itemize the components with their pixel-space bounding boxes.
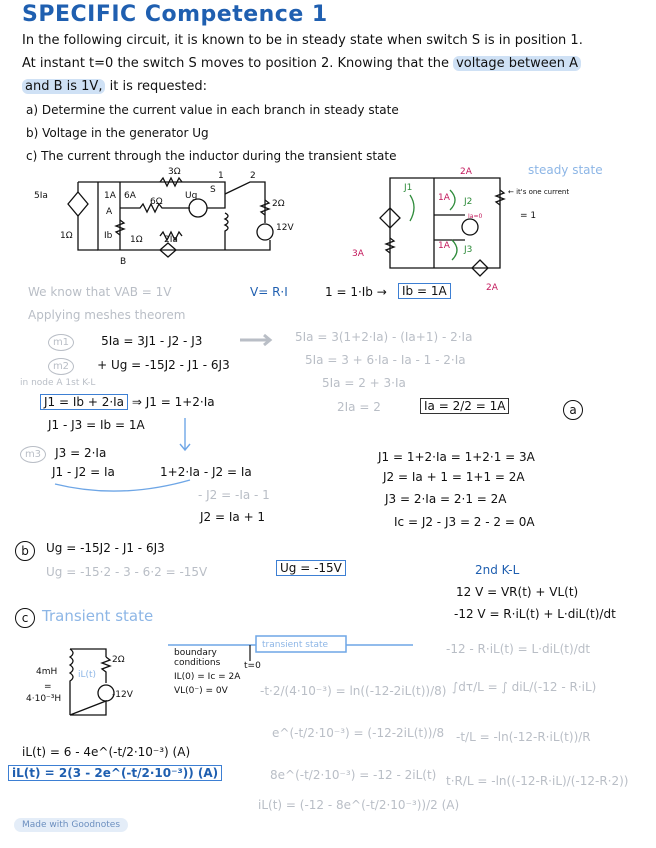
node-equation-result: ⇒ J1 = 1+2·Ia: [131, 395, 215, 409]
transient-title: Transient state: [42, 607, 154, 625]
part-b-marker: [15, 540, 35, 561]
label-ug: Ug: [185, 191, 198, 201]
label-1a-bottom: 1A: [438, 241, 450, 251]
intro-highlight-1: voltage between A: [453, 56, 581, 71]
label-1a: 1A: [104, 191, 116, 201]
label-1ohm-left: 1Ω: [60, 231, 73, 241]
label-top-2a: 2A: [460, 167, 472, 177]
equals-one-note: = 1: [520, 211, 537, 221]
label-left-3a: 3A: [352, 249, 364, 259]
mesh-m1-equation: 5Ia = 3J1 - J2 - J3: [101, 334, 203, 348]
mesh-m3-equation: J3 = 2·Ia: [55, 446, 107, 460]
label-6a: 6A: [124, 191, 136, 201]
final-current-1: iL(t) = 6 - 4e^(-t/2·10⁻³) (A): [22, 745, 191, 759]
label-ia-zero: Ia=0: [468, 213, 483, 220]
derivation-7: 8e^(-t/2·10⁻³) = -12 - 2iL(t): [270, 768, 437, 782]
result-j2: J2 = Ia + 1 = 1+1 = 2A: [383, 470, 525, 484]
node-equation-box: J1 = Ib + 2·Ia: [40, 394, 128, 410]
ohm-law: V= R·I: [250, 285, 288, 299]
transient-resistor-label: 2Ω: [112, 655, 125, 665]
node-equation-row: [40, 395, 215, 409]
timeline-label: transient state: [262, 640, 329, 650]
dependent-source-left: [68, 192, 88, 216]
ohm-equation: 1 = 1·Ib →: [325, 285, 387, 299]
one-current-note: ← it's one current: [508, 188, 570, 196]
part-b-result-box: Ug = -15V: [276, 560, 346, 576]
label-j3: J3: [464, 245, 473, 255]
reduce-4: 2Ia = 2: [337, 400, 381, 414]
ug-source-circle: [189, 199, 207, 217]
result-ic: Ic = J2 - J3 = 2 - 2 = 0A: [394, 515, 535, 529]
label-bottom-2a: 2A: [486, 283, 498, 293]
part-b-equation-1: Ug = -15J2 - J1 - 6J3: [46, 541, 165, 555]
intro-line-2-text: At instant t=0 the switch S moves to position 2. Knowing that the: [22, 56, 449, 71]
label-j1: J1: [404, 183, 413, 193]
part-a-label: a: [563, 400, 583, 420]
label-ib: Ib: [104, 231, 113, 241]
inductor-value-si: 4·10⁻³H: [26, 694, 62, 704]
item-b: b) Voltage in the generator Ug: [26, 126, 209, 140]
kl-equation-1: 12 V = VR(t) + VL(t): [456, 585, 579, 599]
node-note: in node A 1st K-L: [20, 378, 96, 388]
intro-highlight-2: and B is 1V,: [22, 79, 105, 94]
item-c: c) The current through the inductor during the transient state: [26, 149, 397, 163]
boundary-il0: IL(0) = Ic = 2A: [174, 672, 241, 682]
ia-result-box: Ia = 2/2 = 1A: [420, 398, 509, 414]
eq-j1-j2: J1 - J2 = Ia: [52, 465, 115, 479]
sub-2: - J2 = -Ia - 1: [198, 488, 270, 502]
sub-3: J2 = Ia + 1: [200, 510, 266, 524]
inductor-value: 4mH: [36, 667, 58, 677]
derivation-2: ∫dτ/L = ∫ diL/(-12 - R·iL): [452, 680, 597, 694]
inductor-current-label: iL(t): [78, 670, 97, 680]
eq-j1-j3: J1 - J3 = Ib = 1A: [48, 418, 145, 432]
mesh-m1-row: [48, 330, 202, 351]
mesh-m2-equation: + Ug = -15J2 - J1 - 6J3: [97, 358, 230, 372]
kl-equation-2: -12 V = R·iL(t) + L·diL(t)/dt: [454, 607, 616, 621]
part-c-marker: [15, 607, 35, 628]
sub-1: 1+2·Ia - J2 = Ia: [160, 465, 252, 479]
page-title: SPECIFIC Competence 1: [22, 2, 328, 27]
boundary-label: boundary: [174, 648, 217, 658]
mesh-m2-row: [48, 354, 230, 375]
inductor-equals: =: [44, 682, 52, 692]
reduce-3: 5Ia = 2 + 3·Ia: [322, 376, 406, 390]
part-c-label: c: [15, 608, 35, 628]
voltage-source-12v: [257, 224, 273, 240]
timeline-t0: t=0: [244, 661, 261, 671]
intro-line-1: In the following circuit, it is known to be in steady state when switch S is in position 1.: [22, 33, 583, 48]
label-12v: 12V: [276, 223, 294, 233]
intro-line-3-text: it is requested:: [109, 79, 208, 94]
derivation-6: e^(-t/2·10⁻³) = (-12-2iL(t))/8: [272, 726, 445, 740]
label-pos2: 2: [250, 171, 256, 181]
final-current-box: iL(t) = 2(3 - 2e^(-t/2·10⁻³)) (A): [8, 765, 222, 781]
second-kl-title: 2nd K-L: [475, 563, 520, 577]
label-1a-top: 1A: [438, 193, 450, 203]
intro-line-2: [22, 56, 581, 71]
reduce-2: 5Ia = 3 + 6·Ia - Ia - 1 - 2·Ia: [305, 353, 466, 367]
derivation-1: -12 - R·iL(t) = L·diL(t)/dt: [446, 642, 591, 656]
label-2ohm: 2Ω: [272, 199, 285, 209]
label-j2: J2: [464, 197, 473, 207]
boundary-vl0: VL(0⁻) = 0V: [174, 686, 228, 696]
label-1ohm-mid: 1Ω: [130, 235, 143, 245]
mesh-m1-label: m1: [48, 334, 74, 351]
label-node-a: A: [106, 207, 113, 217]
mesh-m2-label: m2: [48, 358, 74, 375]
ib-result-box: Ib = 1A: [398, 283, 451, 299]
goodnotes-badge: Made with Goodnotes: [14, 818, 128, 832]
result-j3: J3 = 2·Ia = 2·1 = 2A: [385, 492, 507, 506]
arrow-right-icon: [240, 334, 280, 346]
conditions-label: conditions: [174, 658, 221, 668]
derivation-5: -t·2/(4·10⁻³) = ln((-12-2iL(t))/8): [260, 684, 447, 698]
label-5ia: 5Ia: [34, 191, 48, 201]
ug-source-circle-2: [462, 219, 478, 235]
part-b-label: b: [15, 541, 35, 561]
item-a: a) Determine the current value in each branch in steady state: [26, 103, 399, 117]
label-6ohm: 6Ω: [150, 197, 163, 207]
label-node-b: B: [120, 257, 127, 267]
mesh-title: Applying meshes theorem: [28, 308, 186, 322]
label-3ohm: 3Ω: [168, 167, 181, 177]
transient-circuit: [66, 645, 146, 725]
intro-line-3: [22, 79, 207, 94]
mesh-m3-label: m3: [20, 446, 46, 463]
derivation-4: t·R/L = -ln((-12-R·iL)/(-12-R·2)): [446, 774, 629, 788]
part-a-marker: [563, 399, 583, 420]
label-pos1: 1: [218, 171, 224, 181]
steady-state-note: steady state: [528, 163, 603, 177]
label-2ia: 2Ia: [164, 235, 178, 245]
derivation-8: iL(t) = (-12 - 8e^(-t/2·10⁻³))/2 (A): [258, 798, 460, 812]
circuit-diagram-1: [20, 168, 330, 268]
derivation-3: -t/L = -ln(-12-R·iL(t))/R: [456, 730, 591, 744]
part-b-equation-2: Ug = -15·2 - 3 - 6·2 = -15V: [46, 565, 208, 579]
result-j1: J1 = 1+2·Ia = 1+2·1 = 3A: [378, 450, 535, 464]
label-switch-s: S: [210, 185, 216, 195]
reduce-1: 5Ia = 3(1+2·Ia) - (Ia+1) - 2·Ia: [295, 330, 473, 344]
we-know-line: We know that VAB = 1V: [28, 285, 172, 299]
transient-voltage-label: -12V: [112, 690, 133, 700]
